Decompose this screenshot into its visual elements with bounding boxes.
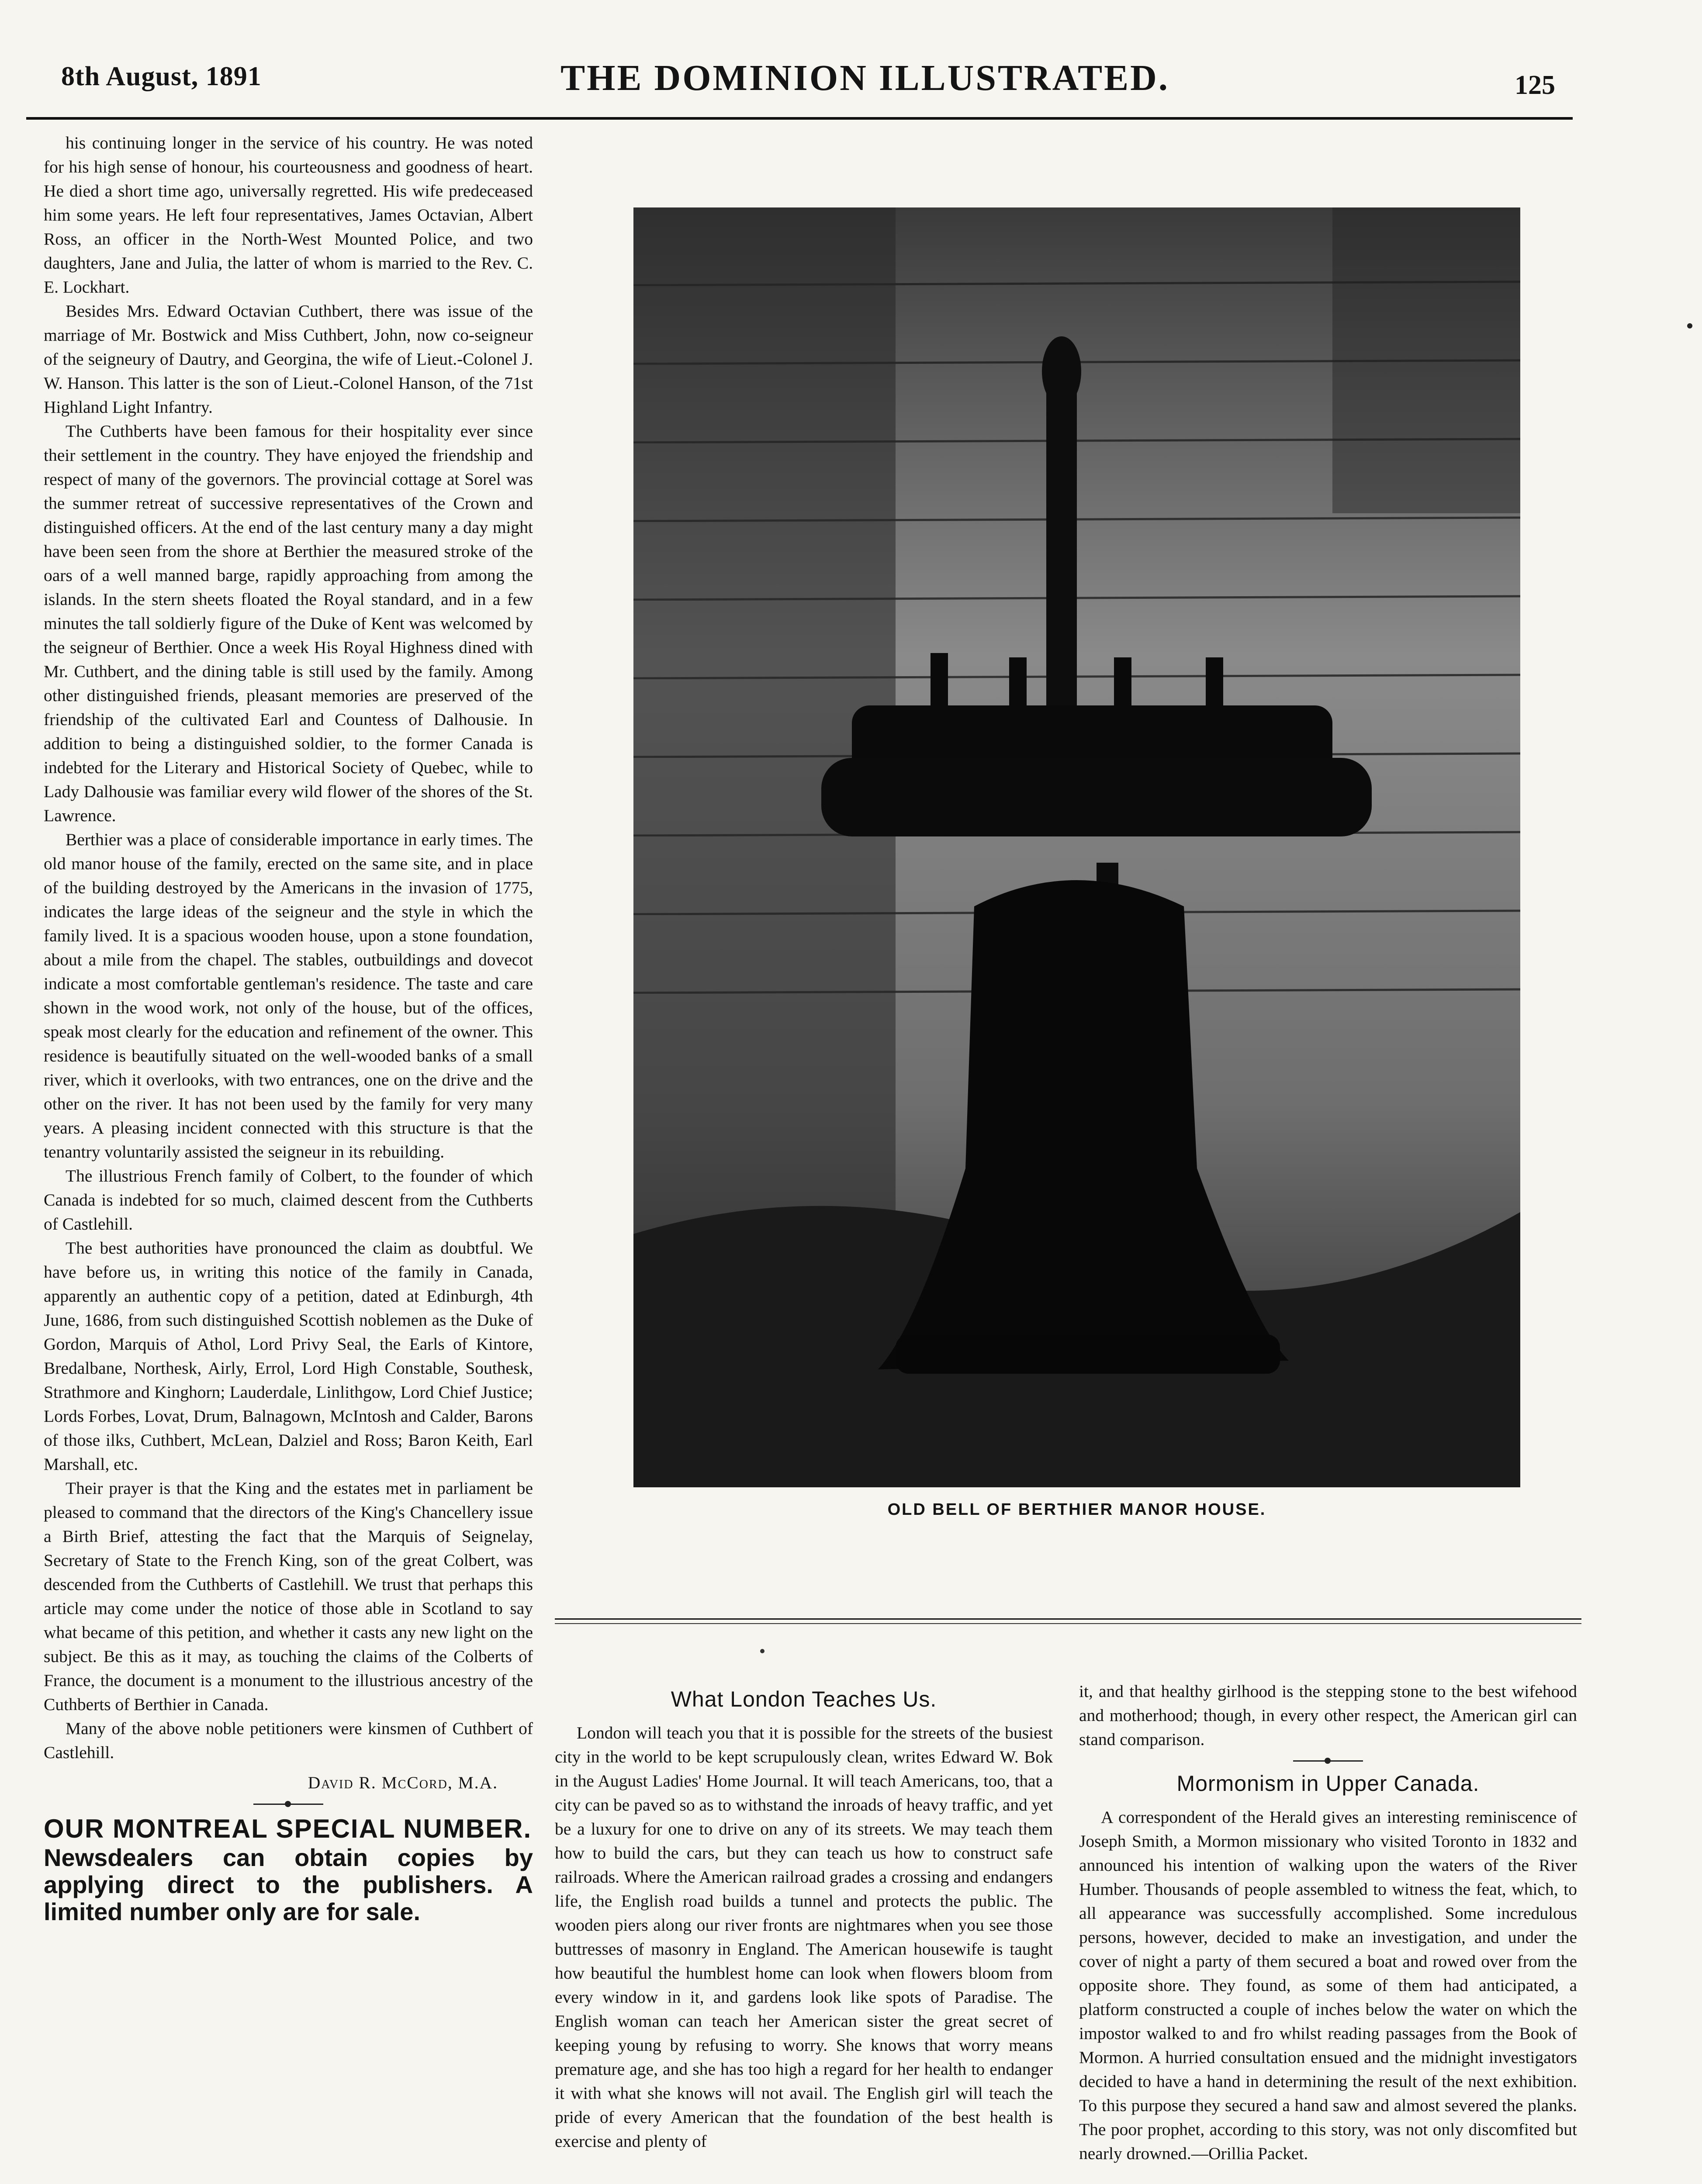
masthead-rule: [26, 117, 1573, 120]
article-body-mormonism: A correspondent of the Herald gives an interesting reminiscence of Joseph Smith, a Mormon missionary who visited Toronto in 1832 and announced his intention of walking upon the waters of the River Humber. Thousands of people assembled to witness the feat, which, to all appearance was successfully accomplished. Some incredulous persons, however, decided to make an investigation, and under the cover of night a party of them secured a boat and rowed over from the opposite shore. They found, as some of them had anticipated, a platform constructed a couple of inches below the water on which the impostor walked to and fro whilst reading passages from the Book of Mormon. A hurried consultation ensued and the midnight investigators decided to have a hand in determining the result of the next exhibition. To this purpose they secured a hand saw and almost severed the planks. The poor prophet, according to this story, was not only discomfited but nearly drowned.—Orillia Packet.: [1079, 1807, 1577, 2163]
section-rule: [555, 1618, 1581, 1624]
left-column: [44, 131, 533, 1925]
right-column: [1079, 1679, 1577, 2166]
paragraph: Many of the above noble petitioners were kinsmen of Cuthbert of Castlehill.: [44, 1719, 533, 1762]
article-body-london: London will teach you that it is possible for the streets of the busiest city in the world to be kept scrupulously clean, writes Edward W. Bok in the August Ladies' Home Journal. It will teach Americans, too, that a city can be paved so as to withstand the inroads of heavy traffic, and yet be a luxury for one to drive on any of its streets. We may teach them how to build the cars, but they can teach us how to construct safe railroads. Where the American railroad grades a crossing and endangers life, the English road builds a tunnel and protects the public. The wooden piers along our river fronts are nightmares when you see those buttresses of masonry in England. The American housewife is taught how beautiful the humblest home can look when flowers bloom from every window in it, and gardens look like spots of Paradise. The English woman can teach her American sister the great secret of keeping young by refusing to worry. She knows that worry means premature age, and she has too high a regard for her health to endanger it with what she knows will not avail. The English girl will teach the pride of every American that the foundation of the best health is exercise and plenty of: [555, 1723, 1053, 2151]
bell-photograph: [633, 207, 1520, 1487]
paragraph: The best authorities have pronounced the claim as doubtful. We have before us, in writing this notice of the family in Canada, apparently an authentic copy of a petition, dated at Edinburgh, 4th June, 1686, from such distinguished Scottish noblemen as the Duke of Gordon, Marquis of Athol, Lord Privy Seal, the Earls of Kintore, Bredalbane, Northesk, Airly, Errol, Lord High Constable, Southesk, Strathmore and Kinghorn; Lauderdale, Linlithgow, Lord Chief Justice; Lords Forbes, Lovat, Drum, Balnagown, McIntosh and Calder, Barons of those ilks, Cuthbert, McLean, Dalziel and Ross; Baron Keith, Earl Marshall, etc.: [44, 1238, 533, 1474]
page-number: 125: [1515, 70, 1555, 100]
article-continuation-london: it, and that healthy girlhood is the stepping stone to the best wifehood and motherhood; though, in every other respect, the American girl can stand comparison.: [1079, 1682, 1577, 1749]
paragraph: Besides Mrs. Edward Octavian Cuthbert, there was issue of the marriage of Mr. Bostwick and Miss Cuthbert, John, now co-seigneur of the seigneury of Dautry, and Georgina, the wife of Lieut.-Colonel J. W. Hanson. This latter is the son of Lieut.-Colonel Hanson, of the 71st Highland Light Infantry.: [44, 301, 533, 417]
article-title-london: What London Teaches Us.: [671, 1687, 937, 1711]
notice-heading: OUR MONTREAL SPECIAL NUMBER.: [44, 1814, 532, 1843]
margin-mark: [1687, 323, 1692, 328]
paragraph: The Cuthberts have been famous for their hospitality ever since their settlement in the country. They have enjoyed the friendship and respect of many of the governors. The provincial cottage at Sorel was the summer retreat of successive representatives of the Crown and distinguished officers. At the end of the last century many a day might have been seen from the shore at Berthier the measured stroke of the oars of a well manned barge, rapidly approaching from among the islands. In the stern sheets floated the Royal standard, and in a few minutes the tall soldierly figure of the Duke of Kent was welcomed by the seigneur of Berthier. Once a week His Royal Highness dined with Mr. Cuthbert, and the dining table is still used by the family. Among other distinguished friends, pleasant memories are preserved of the friendship of the cultivated Earl and Countess of Dalhousie. In addition to being a distinguished soldier, to the former Canada is indebted for the Literary and Historical Society of Quebec, while to Lady Dalhousie was familiar every wild flower of the shores of the St. Lawrence.: [44, 422, 533, 825]
notice-body: Newsdealers can obtain copies by applying direct to the publishers. A limited number only are for sale.: [44, 1844, 533, 1925]
separator-ornament: [253, 1804, 323, 1805]
masthead: [61, 57, 1555, 109]
issue-date: 8th August, 1891: [61, 62, 262, 91]
separator-ornament: [1293, 1760, 1363, 1762]
bell-photograph-icon: [633, 207, 1520, 1487]
paragraph: his continuing longer in the service of his country. He was noted for his high sense of honour, his courteousness and goodness of heart. He died a short time ago, universally regretted. His wife predeceased him some years. He left four representatives, James Octavian, Albert Ross, an officer in the North-West Mounted Police, and two daughters, Jane and Julia, the latter of whom is married to the Rev. C. E. Lockhart.: [44, 133, 533, 297]
special-number-notice: [44, 1814, 533, 1925]
illustration-caption: OLD BELL OF BERTHIER MANOR HOUSE.: [887, 1500, 1266, 1519]
paragraph: Their prayer is that the King and the estates met in parliament be pleased to command that the directors of the King's Chancellery issue a Birth Brief, attesting the fact that the Marquis of Seignelay, Secretary of State to the French King, son of the great Colbert, was descended from the Cuthberts of Castlehill. We trust that perhaps this article may come under the notice of those able in Scotland to say what became of this petition, and whether it casts any new light on the subject. Be this as it may, as touching the claims of the Colberts of France, the document is a monument to the illustrious ancestry of the Cuthberts of Berthier in Canada.: [44, 1479, 533, 1714]
article-title-mormonism: Mormonism in Upper Canada.: [1176, 1771, 1480, 1796]
middle-column: [555, 1686, 1053, 2153]
paragraph: Berthier was a place of considerable importance in early times. The old manor house of the family, erected on the same site, and in place of the building destroyed by the Americans in the invasion of 1775, indicates the large ideas of the seigneur and the style in which the family lived. It is a spacious wooden house, upon a stone foundation, about a mile from the chapel. The stables, outbuildings and dovecot indicate a most comfortable gentleman's residence. The taste and care shown in the wood work, not only of the house, but of the offices, speak most clearly for the education and refinement of the owner. This residence is beautifully situated on the well-wooded banks of a small river, which it overlooks, with two entrances, one on the drive and the other on the river. It has not been used by the family for very many years. A pleasing incident connected with this structure is that the tenantry voluntarily assisted the seigneur in its rebuilding.: [44, 830, 533, 1161]
rule-ornament: [760, 1649, 765, 1653]
paragraph: The illustrious French family of Colbert, to the founder of which Canada is indebted for so much, claimed descent from the Cuthberts of Castlehill.: [44, 1166, 533, 1234]
publication-title: THE DOMINION ILLUSTRATED.: [560, 58, 1169, 98]
author-signature: David R. McCord, M.A.: [308, 1773, 498, 1792]
